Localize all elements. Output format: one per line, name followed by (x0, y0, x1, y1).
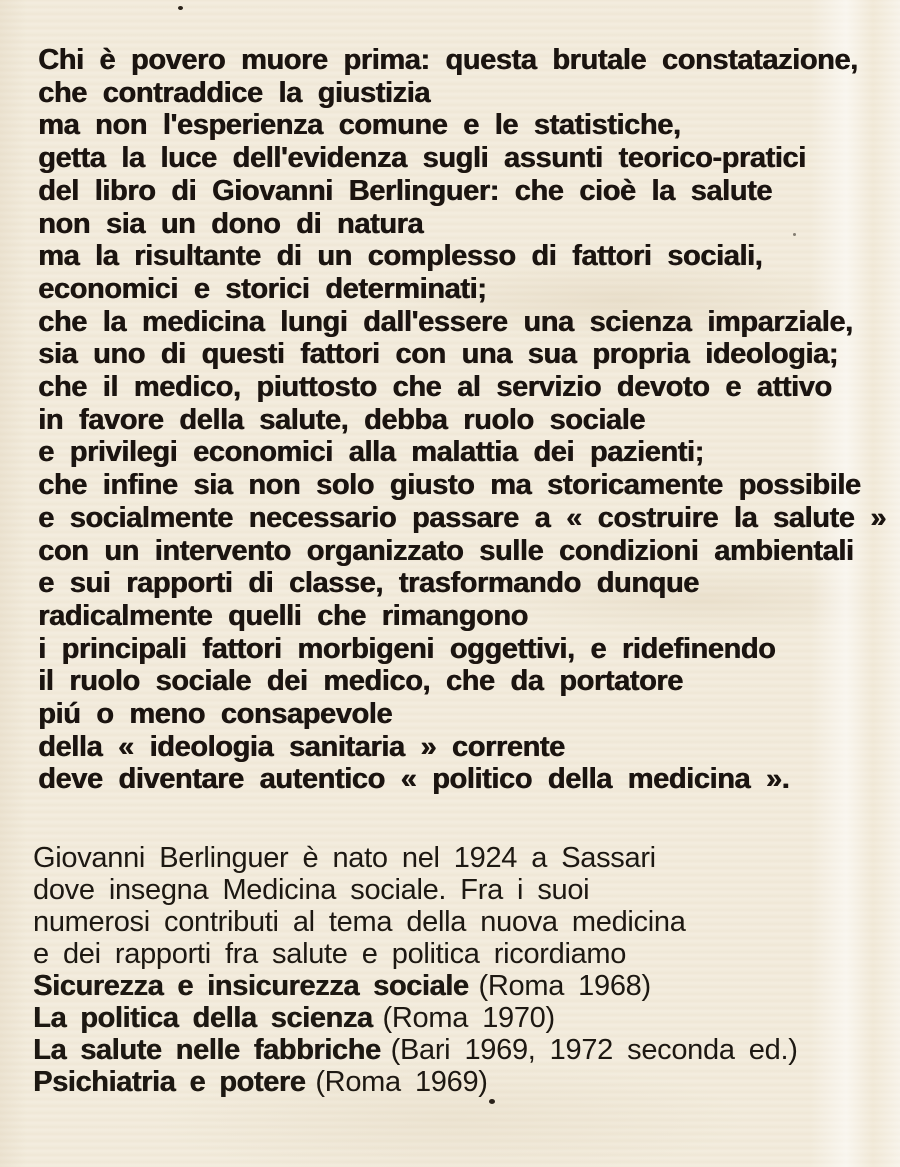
paper-speck (178, 6, 183, 10)
blurb-line: con un intervento organizzato sulle condizioni ambientali (38, 534, 854, 567)
blurb-line: deve diventare autentico « politico della medicina ». (38, 763, 790, 796)
blurb-line: che il medico, piuttosto che al servizio devoto e attivo (38, 371, 832, 404)
blurb-line: in favore della salute, debba ruolo sociale (38, 403, 645, 436)
blurb-line: della « ideologia sanitaria » corrente (38, 730, 565, 763)
blurb-line: che la medicina lungi dall'essere una scienza imparziale, (38, 305, 853, 338)
blurb-line: ma non l'esperienza comune e le statistiche, (38, 109, 681, 142)
blurb-line: sia uno di questi fattori con una sua propria ideologia; (38, 338, 838, 371)
work-title: Sicurezza e insicurezza sociale (33, 970, 469, 1002)
bio-line: dove insegna Medicina sociale. Fra i suoi (33, 874, 590, 906)
blurb-line: piú o meno consapevole (38, 698, 392, 731)
work-item (33, 1034, 886, 1066)
bio-line: e dei rapporti fra salute e politica ricordiamo (33, 938, 627, 970)
blurb-line: del libro di Giovanni Berlinguer: che cioè la salute (38, 174, 772, 207)
blurb-paragraph (38, 44, 886, 796)
blurb-line: e sui rapporti di classe, trasformando dunque (38, 567, 699, 600)
blurb-line: non sia un dono di natura (38, 207, 424, 240)
work-publication: (Roma 1970) (382, 1002, 555, 1034)
blurb-line: e privilegi economici alla malattia dei pazienti; (38, 436, 704, 469)
blurb-line: getta la luce dell'evidenza sugli assunti teorico-pratici (38, 142, 806, 175)
blurb-line: che contraddice la giustizia (38, 76, 430, 109)
blurb-line: e socialmente necessario passare a « costruire la salute » (38, 501, 886, 534)
paper-speck (793, 233, 796, 236)
blurb-line: Chi è povero muore prima: questa brutale constatazione, (38, 44, 858, 76)
paper-speck (489, 1099, 495, 1104)
work-publication: (Roma 1968) (478, 970, 651, 1002)
blurb-line: il ruolo sociale dei medico, che da portatore (38, 665, 683, 698)
bio-line: numerosi contributi al tema della nuova medicina (33, 906, 686, 938)
blurb-line: che infine sia non solo giusto ma storicamente possibile (38, 469, 861, 502)
work-publication: (Roma 1969) (315, 1066, 488, 1098)
work-item (33, 970, 886, 1002)
work-title: Psichiatria e potere (33, 1066, 306, 1098)
work-item (33, 1002, 886, 1034)
bio-paragraph (33, 842, 886, 1098)
work-title: La salute nelle fabbriche (33, 1034, 381, 1066)
work-publication: (Bari 1969, 1972 seconda ed.) (390, 1034, 798, 1066)
blurb-line: economici e storici determinati; (38, 272, 487, 305)
blurb-line: i principali fattori morbigeni oggettivi, e ridefinendo (38, 632, 776, 665)
work-item (33, 1066, 886, 1098)
work-title: La politica della scienza (33, 1002, 373, 1034)
blurb-line: ma la risultante di un complesso di fattori sociali, (38, 240, 763, 273)
blurb-line: radicalmente quelli che rimangono (38, 599, 528, 632)
bio-line: Giovanni Berlinguer è nato nel 1924 a Sassari (33, 842, 656, 874)
